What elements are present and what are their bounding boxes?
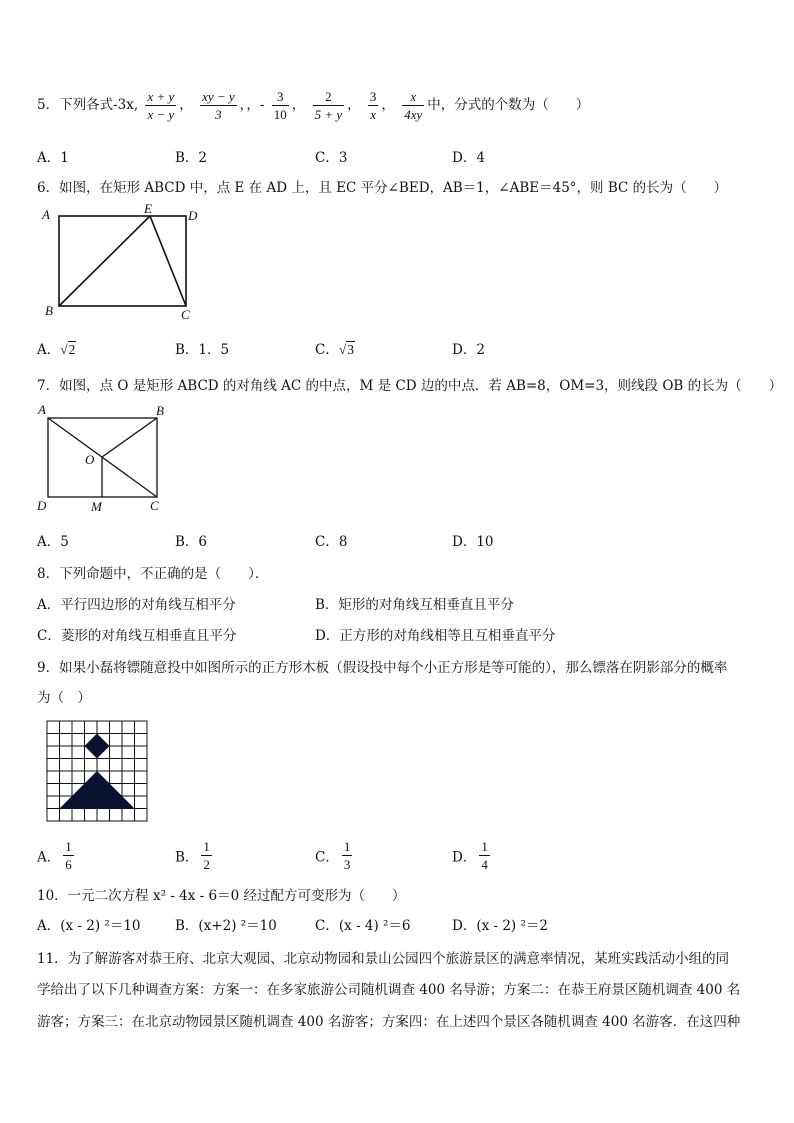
option-d: D．2	[452, 342, 485, 358]
option-c: C． $\frac{1}{3}$	[315, 839, 351, 872]
option-c: C．(x - 4) ²＝6	[315, 918, 411, 934]
q5-prefix: 5．下列各式-3x,	[37, 97, 139, 113]
option-d: D．正方形的对角线相等且互相垂直平分	[315, 628, 556, 644]
option-b: B．1．5	[175, 342, 230, 358]
sqrt-symbol: √3	[338, 342, 355, 357]
segment-ob	[102, 418, 157, 457]
fraction: $\frac{x}{4xy}$	[404, 89, 423, 122]
label-a: A	[42, 207, 50, 222]
label-m: M	[91, 499, 102, 514]
fraction: $\frac{3}{x}$	[369, 89, 377, 122]
option-a: A．√2	[37, 342, 76, 358]
question-11-line2: 学给出了以下几种调查方案：方案一：在多家旅游公司随机调查 400 名导游；方案二：在恭王府景区随机调查 400 名	[37, 982, 741, 998]
option-b: B． $\frac{1}{2}$	[175, 839, 210, 872]
option-b: B．6	[175, 534, 208, 550]
question-5: 5．下列各式-3x, $\frac{x + y}{x - y}$ ， $\frac{xy - y}{3}$ ，，- $\frac{3}{10}$ ， $\frac{2}{5 + y}$ ， $\frac{3}{x}$ ， $\frac{x}{4xy}$ 中，分式的个数为（ ）	[37, 89, 590, 122]
q6-figure	[35, 200, 215, 325]
label-b: B	[156, 403, 164, 418]
question-11-line3: 游客；方案三：在北京动物园景区随机调查 400 名游客；方案四：在上述四个景区各随机调查 400 名游客．在这四种	[37, 1014, 741, 1030]
option-d: D． $\frac{1}{4}$	[452, 839, 488, 872]
fraction: $\frac{3}{10}$	[273, 89, 287, 122]
question-6-stem: 6．如图，在矩形 ABCD 中，点 E 在 AD 上，且 EC 平分∠BED，AB＝1，∠ABE＝45°，则 BC 的长为（ ）	[37, 180, 728, 196]
label-e: E	[144, 201, 152, 216]
fraction: $\frac{2}{5 + y}$	[314, 89, 343, 122]
option-c: C．菱形的对角线互相垂直且平分	[37, 628, 237, 644]
shaded-base	[60, 796, 135, 809]
label-c: C	[181, 307, 190, 322]
question-8-stem: 8．下列命题中，不正确的是（ ）．	[37, 566, 269, 582]
option-a: A．(x - 2) ²＝10	[37, 918, 141, 934]
option-a: A． $\frac{1}{6}$	[37, 839, 72, 872]
question-10-stem: 10．一元二次方程 x² - 4x - 6＝0 经过配方可变形为（ ）	[37, 888, 406, 904]
option-b: B．2	[175, 150, 208, 166]
label-d: D	[188, 208, 198, 223]
option-c: C．3	[315, 150, 348, 166]
label-a: A	[38, 402, 46, 417]
label-o: O	[85, 452, 95, 467]
fraction: $\frac{x + y}{x - y}$	[147, 89, 175, 122]
question-9-stem-line2: 为（ ）	[37, 690, 91, 706]
question-9-stem-line1: 9．如果小磊将镖随意投中如图所示的正方形木板（假设投中每个小正方形是等可能的），那么镖落在阴影部分的概率	[37, 660, 728, 676]
shaded-diamond	[85, 734, 110, 759]
option-b: B．(x+2) ²＝10	[175, 918, 277, 934]
fraction: $\frac{xy - y}{3}$	[202, 89, 235, 122]
option-d: D．10	[452, 534, 494, 550]
option-a: A．5	[37, 534, 69, 550]
q9-dartboard-figure	[46, 720, 148, 822]
sqrt-symbol: √2	[60, 342, 76, 357]
label-b: B	[45, 303, 53, 318]
question-11-line1: 11．为了解游客对恭王府、北京大观园、北京动物园和景山公园四个旅游景区的满意率情况，某班实践活动小组的同	[37, 951, 730, 967]
option-a: A．1	[37, 150, 69, 166]
segment-ec	[150, 216, 186, 306]
option-d: D．(x - 2) ²＝2	[452, 918, 548, 934]
option-d: D．4	[452, 150, 485, 166]
option-b: B．矩形的对角线互相垂直且平分	[315, 597, 514, 613]
q5-suffix: 中，分式的个数为（ ）	[427, 97, 590, 113]
label-c: C	[150, 498, 159, 513]
option-c: C．8	[315, 534, 348, 550]
label-d: D	[37, 498, 47, 513]
question-7-stem: 7．如图，点 O 是矩形 ABCD 的对角线 AC 的中点，M 是 CD 边的中点．若 AB=8，OM=3，则线段 OB 的长为（ ）	[37, 378, 783, 394]
rectangle-abcd	[59, 216, 186, 306]
option-a: A．平行四边形的对角线互相平分	[37, 597, 236, 613]
q7-figure	[35, 401, 175, 516]
segment-be	[59, 216, 150, 306]
option-c: C．√3	[315, 342, 355, 358]
